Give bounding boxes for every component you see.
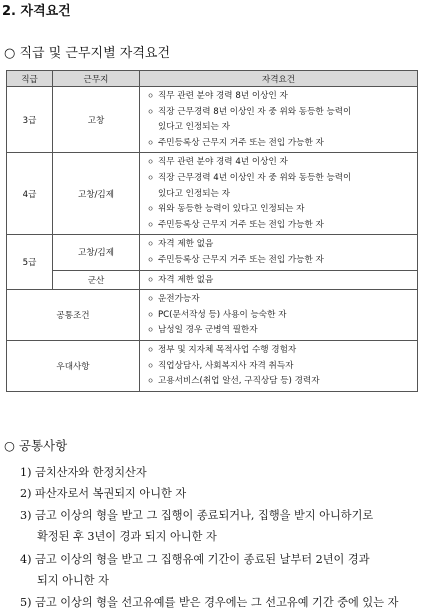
qualification-item <box>143 308 415 324</box>
qualifications-cell <box>140 153 418 235</box>
header-qualifications: 자격요건 <box>140 71 418 87</box>
bullet-icon: ㅇ <box>147 361 154 370</box>
qualification-item <box>143 202 415 218</box>
qualification-text: 자격 제한 없음 <box>158 239 214 250</box>
qualifications-cell <box>140 87 418 153</box>
bullet-icon: ㅇ <box>147 255 154 264</box>
bullet-icon: ㅇ <box>147 107 154 116</box>
qualification-item <box>143 253 415 269</box>
qualification-text: 직장 근무경력 4년 이상인 자 중 위와 동등한 능력이 <box>158 172 352 183</box>
qualification-text: 직무 관련 분야 경력 8년 이상인 자 <box>158 91 288 101</box>
qualification-item <box>143 237 415 253</box>
qualification-text: 자격 제한 없음 <box>158 274 214 285</box>
section-heading-common: ○ 공통사항 <box>4 438 68 453</box>
bullet-icon: ㅇ <box>147 92 154 100</box>
qualification-item <box>143 105 415 121</box>
bullet-icon: ㅇ <box>147 173 154 182</box>
bullet-icon: ㅇ <box>147 158 154 167</box>
qualification-text: PC(문서작성 등) 사용이 능숙한 자 <box>158 309 287 320</box>
qualification-item <box>143 323 415 339</box>
bullet-icon: ㅇ <box>147 205 154 214</box>
table-header-row <box>7 71 418 87</box>
qualifications-cell <box>140 290 418 341</box>
condition-label-cell: 우대사항 <box>7 340 140 391</box>
condition-label-cell: 공통조건 <box>7 290 140 341</box>
qualification-item <box>143 273 415 289</box>
table-row <box>7 153 418 235</box>
qualification-item-continued <box>143 187 415 203</box>
table-row <box>7 340 418 391</box>
qualification-text: 직무 관련 분야 경력 4년 이상인 자 <box>158 157 288 168</box>
bullet-icon: ㅇ <box>147 220 154 229</box>
common-item-continued: 확정된 후 3년이 경과 되지 아니한 자 <box>37 530 217 543</box>
workplace-cell: 군산 <box>53 270 140 290</box>
qualification-text: 주민등록상 근무지 거주 또는 전입 가능한 자 <box>158 137 324 148</box>
section-heading-requirements: ○ 직급 및 근무지별 자격요건 <box>4 46 171 61</box>
bullet-icon: ㅇ <box>147 377 154 386</box>
qualification-item <box>143 136 415 152</box>
common-item: 1) 금치산자와 한정치산자 <box>20 466 147 479</box>
qualification-item <box>143 343 415 359</box>
workplace-cell: 고창/김제 <box>53 153 140 235</box>
bullet-icon: ㅇ <box>147 240 154 249</box>
bullet-icon: ㅇ <box>147 345 154 354</box>
bullet-icon: ㅇ <box>147 138 154 147</box>
qualification-item <box>143 292 415 308</box>
common-item: 2) 파산자로서 복권되지 아니한 자 <box>20 487 187 500</box>
qualifications-cell <box>140 235 418 270</box>
qualifications-cell <box>140 340 418 391</box>
header-workplace: 근무지 <box>53 71 140 87</box>
workplace-cell: 고창 <box>53 87 140 153</box>
page-title: 2. 자격요건 <box>2 4 71 19</box>
table-row <box>7 87 418 153</box>
qualification-item <box>143 218 415 234</box>
qualification-text: 주민등록상 근무지 거주 또는 전입 가능한 자 <box>158 254 324 265</box>
common-item: 5) 금고 이상의 형을 선고유예를 받은 경우에는 그 선고유예 기간 중에 있는 자 <box>20 596 399 609</box>
qualifications-cell <box>140 270 418 290</box>
grade-cell: 3급 <box>7 87 53 153</box>
qualification-text: 직업상담사, 사회복지사 자격 취득자 <box>158 360 294 371</box>
bullet-icon: ㅇ <box>147 295 154 304</box>
qualification-text: 위와 동등한 능력이 있다고 인정되는 자 <box>158 204 305 215</box>
qualification-text: 있다고 인정되는 자 <box>158 188 230 199</box>
qualification-item <box>143 155 415 171</box>
grade-cell: 4급 <box>7 153 53 235</box>
qualification-item <box>143 374 415 390</box>
qualification-text: 정부 및 지자체 목적사업 수행 경험자 <box>158 344 297 355</box>
table-row <box>7 235 418 270</box>
qualification-text: 직장 근무경력 8년 이상인 자 중 위와 동등한 능력이 <box>158 106 352 117</box>
bullet-icon: ㅇ <box>147 310 154 319</box>
qualification-text: 있다고 인정되는 자 <box>158 122 230 133</box>
common-item: 3) 금고 이상의 형을 받고 그 집행이 종료되거나, 집행을 받지 아니하기로 <box>20 509 374 522</box>
qualification-text: 주민등록상 근무지 거주 또는 전입 가능한 자 <box>158 219 324 230</box>
table-row <box>7 270 418 290</box>
qualification-text: 고용서비스(취업 알선, 구직상담 등) 경력자 <box>158 376 320 387</box>
qualification-item <box>143 359 415 375</box>
qualification-item-continued <box>143 120 415 136</box>
common-item: 4) 금고 이상의 형을 받고 그 집행유예 기간이 종료된 날부터 2년이 경과 <box>20 553 370 566</box>
qualification-item <box>143 89 415 105</box>
grade-cell: 5급 <box>7 235 53 290</box>
qualification-text: 남성일 경우 군병역 필한자 <box>158 325 258 336</box>
qualification-item <box>143 171 415 187</box>
bullet-icon: ㅇ <box>147 275 154 284</box>
qualification-text: 운전가능자 <box>158 294 200 305</box>
table-row <box>7 290 418 341</box>
bullet-icon: ㅇ <box>147 326 154 335</box>
common-item-continued: 되지 아니한 자 <box>37 574 109 587</box>
header-grade: 직급 <box>7 71 53 87</box>
requirements-table <box>6 70 418 392</box>
workplace-cell: 고창/김제 <box>53 235 140 270</box>
